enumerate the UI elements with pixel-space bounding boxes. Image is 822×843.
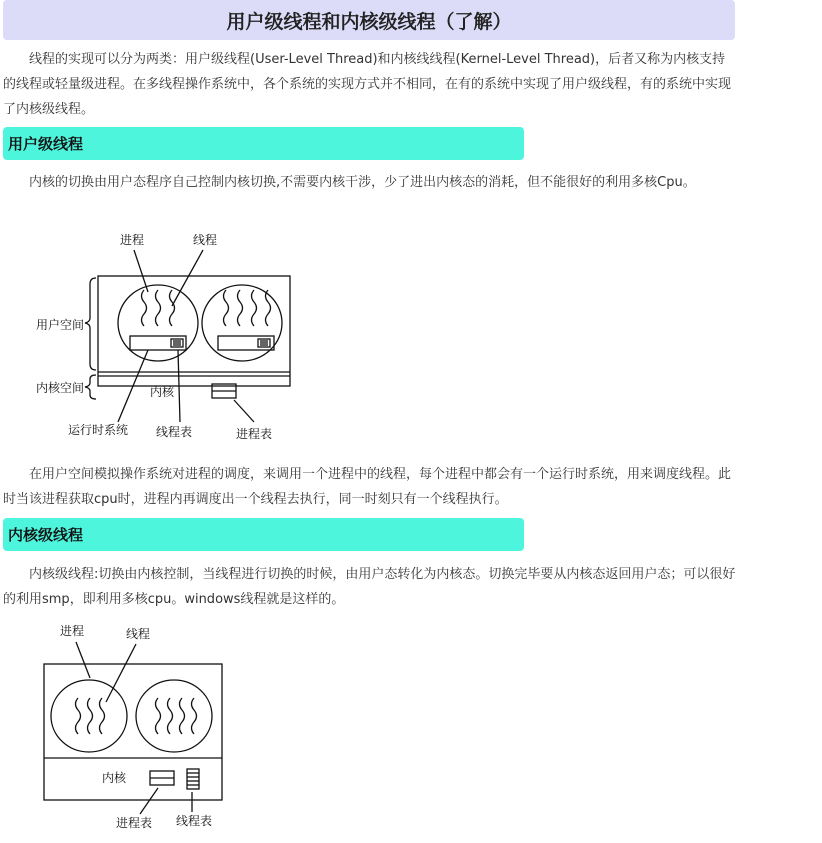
fig2-label-process: 进程 (60, 624, 85, 638)
fig1-label-kernel-space: 内核空间 (36, 381, 85, 395)
fig2-label-thread: 线程 (126, 627, 151, 641)
fig1-label-thread-table: 线程表 (156, 425, 193, 439)
fig1-label-thread: 线程 (193, 233, 218, 247)
fig1-label-kernel: 内核 (150, 385, 175, 399)
fig1-label-user-space: 用户空间 (36, 318, 85, 332)
intro-paragraph: 线程的实现可以分为两类：用户级线程(User-Level Thread)和内核线线程(Kernel-Level Thread)，后者又称为内核支持的线程或轻量级进程。在多线程操作系统中，各个系统的实现方式并不相同，在有的系统中实现了用户级线程，有的系统中实现了内核级线程。 (3, 52, 732, 117)
fig2-label-process-table: 进程表 (116, 816, 153, 830)
kernel-thread-paragraph: 内核级线程:切换由内核控制，当线程进行切换的时候，由用户态转化为内核态。切换完毕要从内核态返回用户态；可以很好的利用smp，即利用多核cpu。windows线程就是这样的。 (3, 567, 736, 607)
fig2-process-circle-2 (136, 680, 212, 752)
section-heading-user-threads: 用户级线程 (3, 127, 524, 160)
fig1-label-runtime: 运行时系统 (68, 423, 129, 437)
fig2-label-thread-table: 线程表 (176, 814, 213, 828)
fig2-label-kernel: 内核 (102, 771, 127, 785)
user-thread-paragraph: 内核的切换由用户态程序自己控制内核切换,不需要内核干涉，少了进出内核态的消耗，但不能很好的利用多核Cpu。 (29, 175, 696, 190)
section-heading-kernel-threads: 内核级线程 (3, 518, 524, 551)
user-level-thread-diagram (30, 226, 300, 446)
fig2-thread-table (187, 769, 199, 789)
fig1-label-process: 进程 (120, 233, 145, 247)
kernel-level-thread-diagram (40, 620, 240, 835)
page-title: 用户级线程和内核级线程（了解） (3, 0, 735, 40)
fig1-label-process-table: 进程表 (236, 427, 273, 441)
fig2-process-circle-1 (51, 680, 127, 752)
user-thread-explanation: 在用户空间模拟操作系统对进程的调度，来调用一个进程中的线程，每个进程中都会有一个运行时系统，用来调度线程。此时当该进程获取cpu时，进程内再调度出一个线程去执行，同一时刻只有一个线程执行。 (3, 467, 732, 507)
fig1-outer-box (98, 276, 290, 386)
